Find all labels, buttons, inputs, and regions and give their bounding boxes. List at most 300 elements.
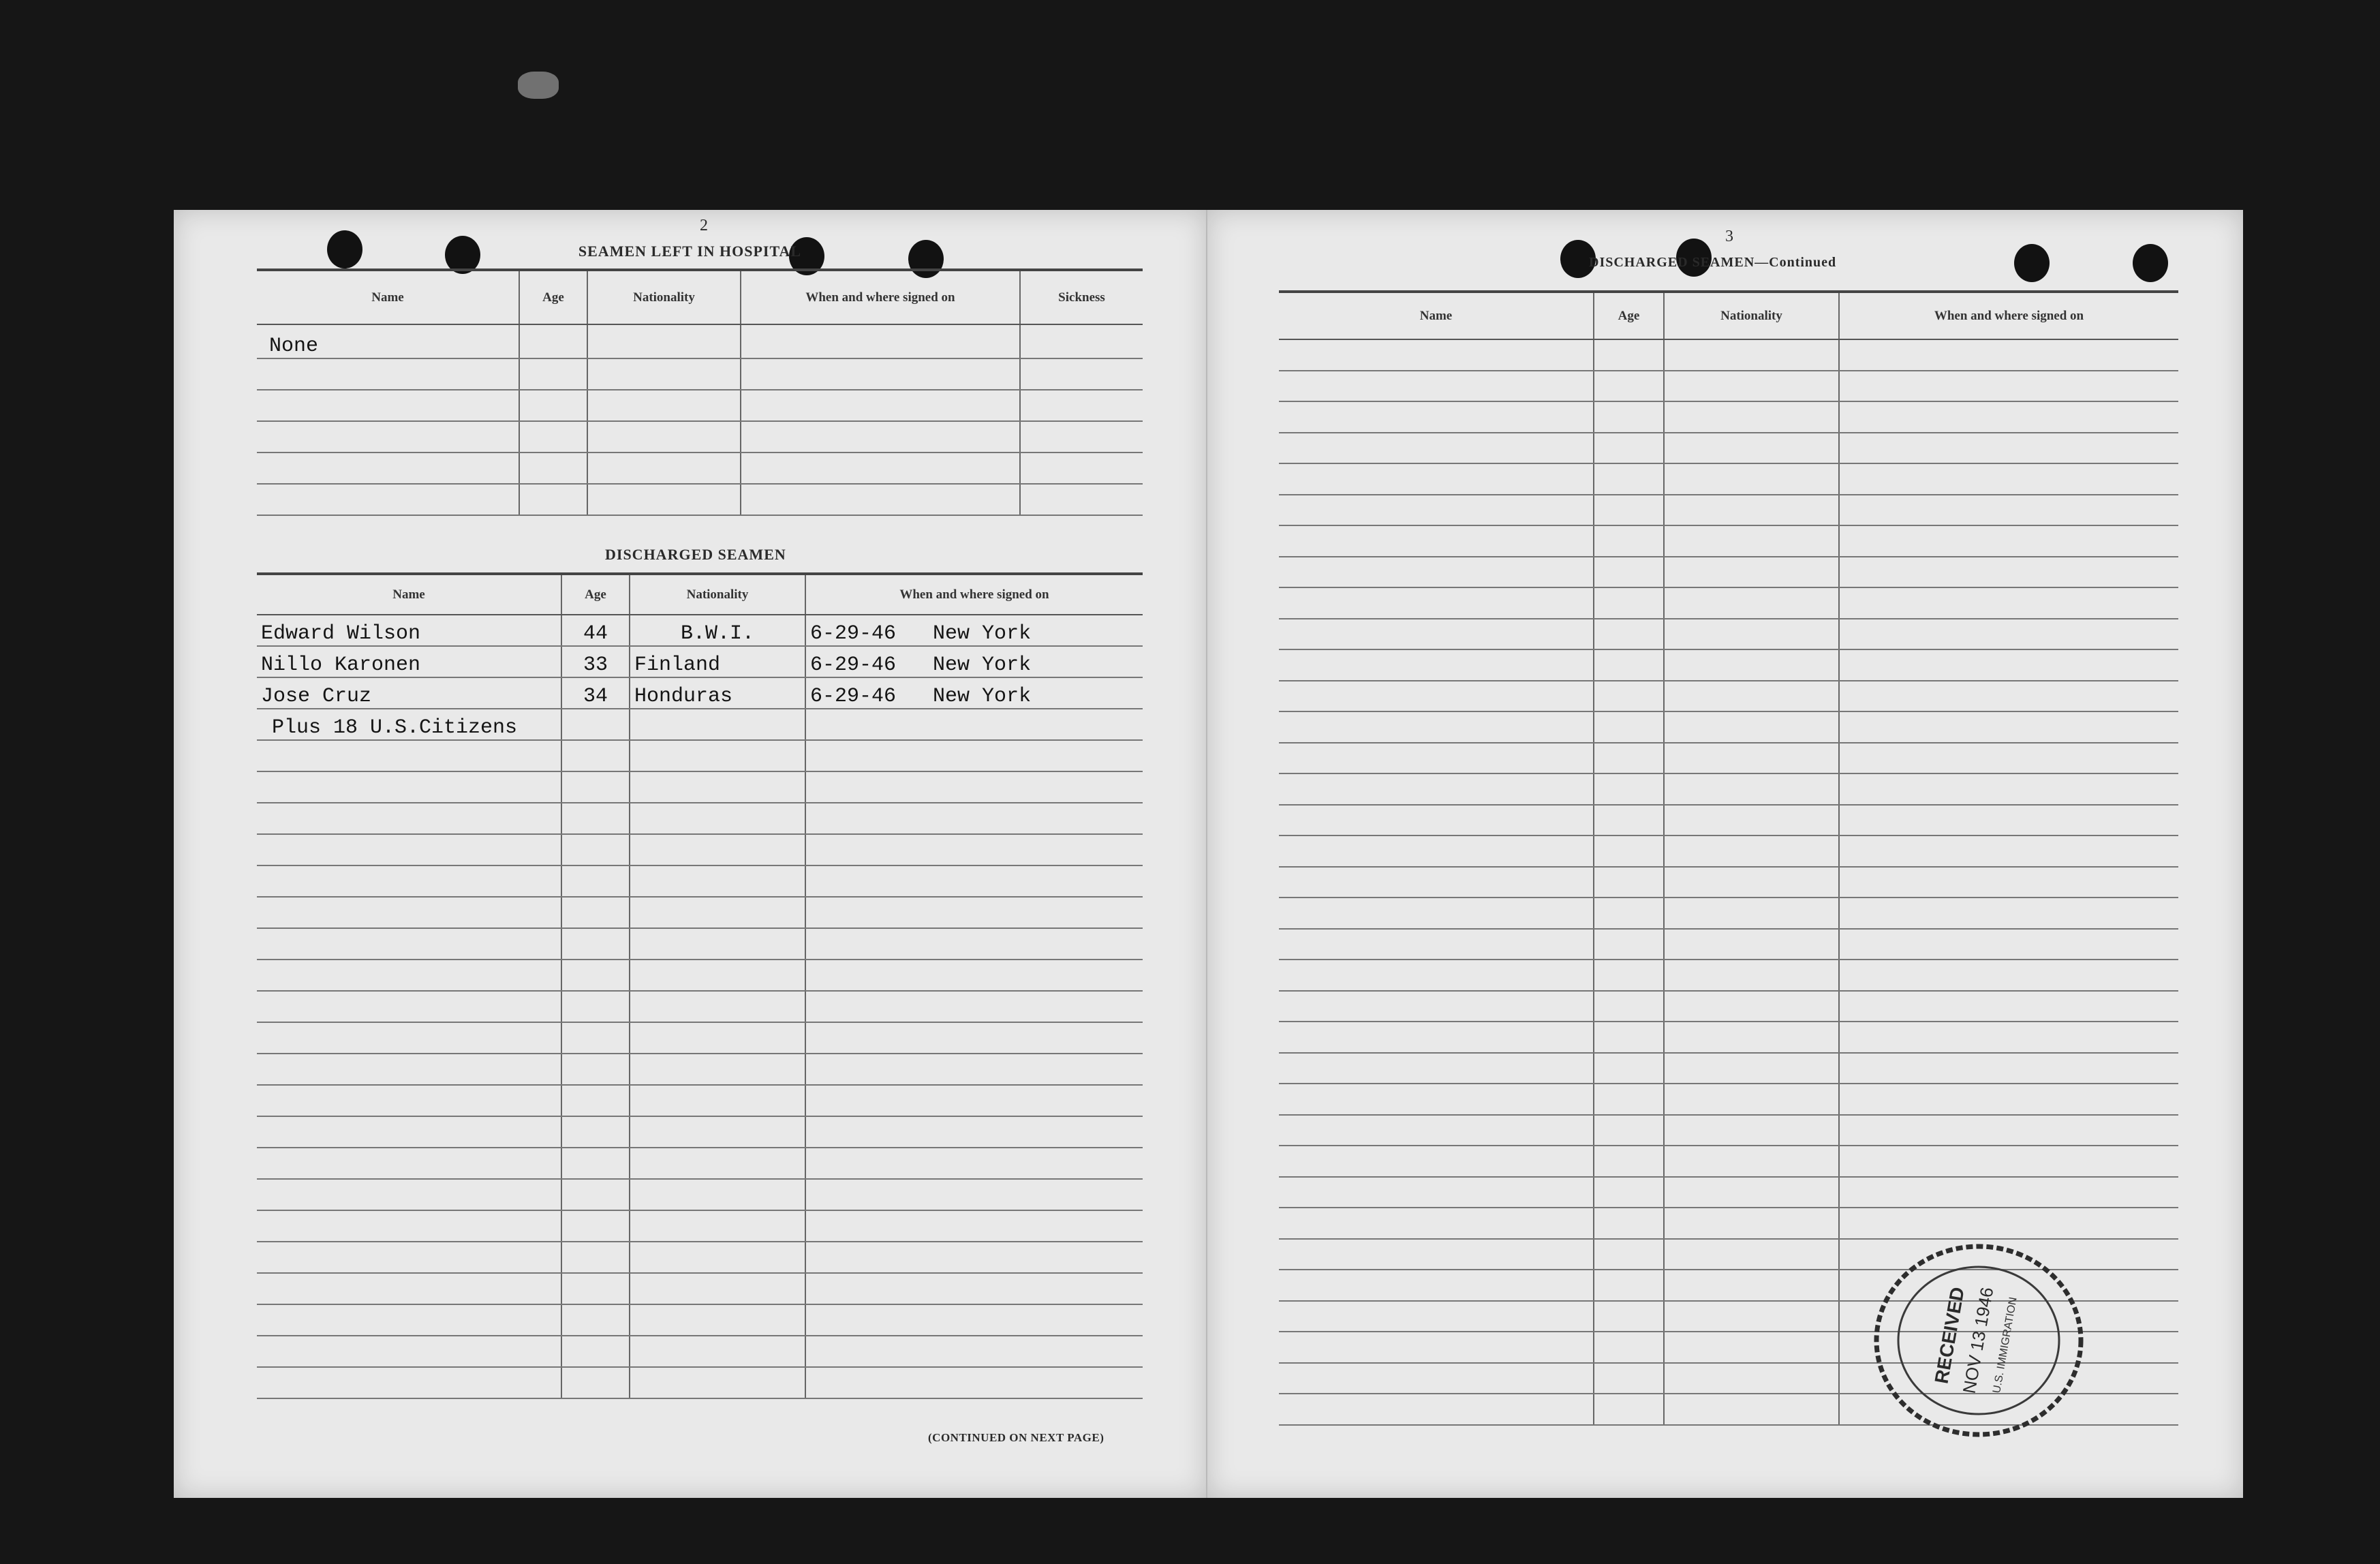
- blank-cell: [1839, 401, 2178, 433]
- blank-cell: [1594, 1363, 1664, 1394]
- blank-row: [1279, 867, 2178, 898]
- blank-row: [1279, 371, 2178, 402]
- discharged-header-row: [257, 574, 1143, 615]
- stamp-received-text: RECEIVED: [1930, 1285, 1968, 1385]
- blank-cell: [519, 453, 587, 484]
- blank-cell: [1594, 1239, 1664, 1270]
- blank-cell: [805, 1367, 1143, 1398]
- blank-cell: [1664, 867, 1839, 898]
- column-header: Age: [1594, 292, 1664, 339]
- blank-cell: [1279, 1332, 1594, 1363]
- blank-cell: [1664, 929, 1839, 960]
- blank-cell: [1594, 835, 1664, 867]
- blank-cell: [257, 771, 561, 803]
- continued-note: (CONTINUED ON NEXT PAGE): [928, 1431, 1104, 1444]
- blank-cell: [1839, 991, 2178, 1022]
- blank-cell: [1839, 1208, 2178, 1239]
- blank-row: [1279, 587, 2178, 619]
- blank-row: [1279, 1146, 2178, 1177]
- blank-cell: [1594, 1115, 1664, 1146]
- blank-cell: [1279, 1363, 1594, 1394]
- blank-cell: [587, 484, 741, 515]
- blank-cell: [1594, 991, 1664, 1022]
- blank-cell: [1279, 587, 1594, 619]
- stamp-center-text: U.S. IMMIGRATION: [1991, 1296, 2020, 1394]
- blank-cell: [1664, 1084, 1839, 1115]
- nationality-cell: [630, 709, 805, 740]
- name-cell: Nillo Karonen: [257, 646, 561, 677]
- blank-cell: [561, 834, 630, 865]
- blank-cell: [1594, 898, 1664, 929]
- blank-cell: [561, 991, 630, 1022]
- blank-cell: [630, 1304, 805, 1336]
- blank-cell: [1279, 773, 1594, 805]
- table-row: [257, 646, 1143, 677]
- blank-cell: [1594, 1270, 1664, 1301]
- blank-cell: [1594, 339, 1664, 371]
- blank-cell: [561, 1273, 630, 1304]
- blank-cell: [257, 1304, 561, 1336]
- blank-cell: [1594, 805, 1664, 836]
- blank-cell: [1839, 433, 2178, 464]
- blank-cell: [741, 358, 1020, 390]
- signed-on-date: 6-29-46: [810, 685, 897, 708]
- blank-cell: [1020, 453, 1143, 484]
- blank-cell: [1839, 557, 2178, 588]
- blank-cell: [1839, 711, 2178, 743]
- blank-cell: [1594, 619, 1664, 650]
- blank-cell: [1279, 929, 1594, 960]
- age-cell: 34: [561, 677, 630, 709]
- blank-cell: [1664, 960, 1839, 991]
- blank-cell: [1664, 401, 1839, 433]
- blank-cell: [1594, 773, 1664, 805]
- blank-cell: [1664, 1239, 1839, 1270]
- blank-cell: [1839, 1146, 2178, 1177]
- blank-cell: [561, 960, 630, 991]
- blank-cell: [805, 1210, 1143, 1242]
- blank-cell: [519, 358, 587, 390]
- blank-cell: [1839, 339, 2178, 371]
- blank-cell: [587, 453, 741, 484]
- blank-cell: [630, 991, 805, 1022]
- column-header: Name: [257, 270, 519, 324]
- blank-cell: [561, 1336, 630, 1367]
- blank-cell: [257, 1148, 561, 1179]
- blank-cell: [630, 928, 805, 960]
- blank-row: [257, 1116, 1143, 1148]
- blank-row: [257, 1054, 1143, 1085]
- blank-row: [1279, 1084, 2178, 1115]
- blank-cell: [741, 421, 1020, 453]
- blank-cell: [1839, 371, 2178, 402]
- blank-cell: [1664, 587, 1839, 619]
- name-cell: Edward Wilson: [257, 615, 561, 646]
- blank-cell: [1594, 1146, 1664, 1177]
- blank-cell: [1020, 484, 1143, 515]
- blank-row: [257, 1148, 1143, 1179]
- blank-cell: [561, 1022, 630, 1054]
- blank-cell: [805, 1148, 1143, 1179]
- column-header: When and where signed on: [1839, 292, 2178, 339]
- scan-speck: [518, 72, 559, 99]
- blank-cell: [1279, 525, 1594, 557]
- blank-row: [257, 865, 1143, 897]
- blank-row: [257, 358, 1143, 390]
- blank-cell: [561, 1242, 630, 1273]
- blank-cell: [257, 1242, 561, 1273]
- blank-cell: [257, 453, 519, 484]
- blank-cell: [1839, 463, 2178, 495]
- blank-row: [1279, 835, 2178, 867]
- blank-cell: [1594, 1332, 1664, 1363]
- sickness-cell: [1020, 324, 1143, 358]
- column-header: When and where signed on: [805, 574, 1143, 615]
- blank-row: [1279, 805, 2178, 836]
- blank-row: [1279, 557, 2178, 588]
- blank-cell: [561, 897, 630, 928]
- blank-cell: [1279, 1053, 1594, 1084]
- blank-cell: [1839, 867, 2178, 898]
- blank-cell: [1279, 1301, 1594, 1332]
- blank-cell: [630, 960, 805, 991]
- blank-cell: [257, 991, 561, 1022]
- blank-cell: [257, 421, 519, 453]
- column-header: Name: [1279, 292, 1594, 339]
- blank-cell: [1664, 619, 1839, 650]
- blank-cell: [1664, 525, 1839, 557]
- blank-cell: [805, 834, 1143, 865]
- blank-cell: [1664, 1394, 1839, 1425]
- blank-row: [257, 453, 1143, 484]
- blank-row: [257, 1336, 1143, 1367]
- blank-row: [1279, 525, 2178, 557]
- blank-cell: [1279, 743, 1594, 774]
- blank-cell: [519, 421, 587, 453]
- column-header: Name: [257, 574, 561, 615]
- page-number: 2: [700, 217, 709, 234]
- blank-cell: [1594, 960, 1664, 991]
- signed-on-cell: [741, 324, 1020, 358]
- blank-cell: [1839, 805, 2178, 836]
- blank-cell: [257, 1179, 561, 1210]
- blank-cell: [1594, 1084, 1664, 1115]
- blank-cell: [561, 740, 630, 771]
- blank-cell: [1664, 1022, 1839, 1053]
- blank-cell: [805, 897, 1143, 928]
- blank-row: [257, 1085, 1143, 1116]
- blank-cell: [630, 1242, 805, 1273]
- blank-row: [1279, 495, 2178, 526]
- blank-cell: [257, 1054, 561, 1085]
- nationality-cell: B.W.I.: [630, 615, 805, 646]
- blank-cell: [630, 1210, 805, 1242]
- blank-cell: [1839, 743, 2178, 774]
- punch-hole: [2133, 244, 2168, 282]
- blank-cell: [630, 803, 805, 834]
- nationality-cell: Finland: [630, 646, 805, 677]
- blank-row: [257, 1179, 1143, 1210]
- blank-row: [257, 834, 1143, 865]
- column-header: Nationality: [1664, 292, 1839, 339]
- blank-cell: [257, 960, 561, 991]
- blank-cell: [1279, 619, 1594, 650]
- age-cell: 44: [561, 615, 630, 646]
- blank-cell: [1594, 1022, 1664, 1053]
- blank-row: [257, 991, 1143, 1022]
- signed-on-cell: [805, 615, 1143, 646]
- blank-cell: [1664, 649, 1839, 681]
- continued-section-title: DISCHARGED SEAMEN—Continued: [1589, 255, 1837, 270]
- blank-cell: [1664, 1332, 1839, 1363]
- blank-cell: [587, 358, 741, 390]
- blank-cell: [1594, 711, 1664, 743]
- signed-on-date: 6-29-46: [810, 654, 897, 677]
- blank-cell: [561, 1085, 630, 1116]
- blank-row: [257, 484, 1143, 515]
- blank-cell: [1279, 649, 1594, 681]
- blank-cell: [1664, 991, 1839, 1022]
- blank-cell: [1279, 371, 1594, 402]
- blank-cell: [1594, 1053, 1664, 1084]
- blank-cell: [1594, 1177, 1664, 1208]
- blank-cell: [1279, 1022, 1594, 1053]
- blank-cell: [630, 1085, 805, 1116]
- blank-cell: [630, 1148, 805, 1179]
- blank-cell: [1664, 339, 1839, 371]
- blank-cell: [1594, 1301, 1664, 1332]
- blank-cell: [1279, 898, 1594, 929]
- blank-cell: [630, 1336, 805, 1367]
- blank-cell: [257, 1022, 561, 1054]
- blank-cell: [1594, 557, 1664, 588]
- blank-row: [1279, 960, 2178, 991]
- blank-cell: [1279, 681, 1594, 712]
- blank-cell: [1664, 773, 1839, 805]
- discharged-section-title: DISCHARGED SEAMEN: [605, 546, 786, 563]
- blank-cell: [1839, 619, 2178, 650]
- signed-on-cell: [805, 677, 1143, 709]
- blank-cell: [1279, 711, 1594, 743]
- blank-cell: [1839, 1022, 2178, 1053]
- blank-row: [1279, 711, 2178, 743]
- blank-cell: [1279, 1084, 1594, 1115]
- nationality-cell: Honduras: [630, 677, 805, 709]
- signed-on-place: New York: [933, 622, 1032, 645]
- blank-cell: [561, 928, 630, 960]
- blank-cell: [630, 897, 805, 928]
- blank-cell: [1839, 929, 2178, 960]
- blank-row: [257, 1367, 1143, 1398]
- blank-cell: [257, 1273, 561, 1304]
- blank-cell: [1664, 371, 1839, 402]
- blank-cell: [1594, 433, 1664, 464]
- blank-cell: [741, 390, 1020, 421]
- blank-cell: [1020, 358, 1143, 390]
- blank-cell: [1594, 929, 1664, 960]
- blank-cell: [257, 740, 561, 771]
- blank-cell: [1279, 463, 1594, 495]
- hospital-section-title: SEAMEN LEFT IN HOSPITAL: [578, 243, 802, 260]
- blank-cell: [257, 1085, 561, 1116]
- blank-cell: [805, 1242, 1143, 1273]
- blank-cell: [630, 771, 805, 803]
- blank-row: [257, 390, 1143, 421]
- blank-cell: [1839, 681, 2178, 712]
- left-page: [174, 210, 1206, 1498]
- blank-cell: [1594, 463, 1664, 495]
- right-page: [1206, 210, 2243, 1498]
- blank-cell: [561, 1210, 630, 1242]
- blank-cell: [1664, 711, 1839, 743]
- blank-cell: [1664, 835, 1839, 867]
- blank-row: [1279, 649, 2178, 681]
- blank-cell: [630, 1367, 805, 1398]
- nationality-cell: [587, 324, 741, 358]
- blank-row: [257, 771, 1143, 803]
- blank-row: [1279, 991, 2178, 1022]
- blank-cell: [1279, 433, 1594, 464]
- blank-cell: [1664, 1301, 1839, 1332]
- blank-cell: [257, 1210, 561, 1242]
- blank-row: [1279, 929, 2178, 960]
- blank-row: [257, 740, 1143, 771]
- hospital-header-row: [257, 270, 1143, 324]
- blank-cell: [1279, 1270, 1594, 1301]
- blank-cell: [1279, 835, 1594, 867]
- blank-cell: [561, 803, 630, 834]
- blank-cell: [1839, 1177, 2178, 1208]
- blank-cell: [1594, 743, 1664, 774]
- blank-cell: [561, 1367, 630, 1398]
- blank-cell: [630, 1273, 805, 1304]
- name-cell: None: [257, 324, 519, 358]
- blank-cell: [1839, 1053, 2178, 1084]
- blank-cell: [561, 865, 630, 897]
- blank-cell: [630, 1022, 805, 1054]
- blank-cell: [1664, 1146, 1839, 1177]
- blank-cell: [1594, 1394, 1664, 1425]
- blank-cell: [1594, 587, 1664, 619]
- blank-row: [1279, 773, 2178, 805]
- blank-cell: [805, 1022, 1143, 1054]
- blank-row: [1279, 1115, 2178, 1146]
- blank-cell: [805, 1054, 1143, 1085]
- age-cell: [561, 709, 630, 740]
- blank-cell: [257, 390, 519, 421]
- blank-row: [257, 1022, 1143, 1054]
- signed-on-cell: [805, 709, 1143, 740]
- blank-cell: [805, 991, 1143, 1022]
- blank-cell: [257, 803, 561, 834]
- blank-cell: [1594, 401, 1664, 433]
- blank-cell: [1279, 1208, 1594, 1239]
- blank-cell: [630, 1054, 805, 1085]
- hospital-table: [257, 269, 1143, 516]
- table-row: [257, 677, 1143, 709]
- blank-cell: [587, 421, 741, 453]
- blank-cell: [805, 1179, 1143, 1210]
- blank-cell: [257, 928, 561, 960]
- punch-hole: [2014, 244, 2050, 282]
- column-header: Age: [561, 574, 630, 615]
- blank-row: [257, 803, 1143, 834]
- blank-cell: [1279, 960, 1594, 991]
- blank-cell: [1839, 773, 2178, 805]
- blank-cell: [1839, 587, 2178, 619]
- blank-cell: [1839, 649, 2178, 681]
- blank-cell: [257, 865, 561, 897]
- blank-cell: [257, 484, 519, 515]
- blank-cell: [561, 1304, 630, 1336]
- stamp-date-text: NOV 13 1946: [1958, 1285, 1998, 1396]
- blank-cell: [587, 390, 741, 421]
- blank-cell: [630, 740, 805, 771]
- blank-cell: [1594, 495, 1664, 526]
- blank-cell: [257, 1367, 561, 1398]
- blank-row: [1279, 1053, 2178, 1084]
- table-row: [257, 324, 1143, 358]
- blank-cell: [1664, 681, 1839, 712]
- blank-row: [1279, 401, 2178, 433]
- blank-cell: [561, 1179, 630, 1210]
- blank-cell: [1664, 805, 1839, 836]
- blank-cell: [1839, 960, 2178, 991]
- blank-cell: [630, 865, 805, 897]
- blank-cell: [1839, 525, 2178, 557]
- blank-cell: [1279, 495, 1594, 526]
- blank-cell: [1664, 433, 1839, 464]
- blank-cell: [257, 897, 561, 928]
- blank-cell: [257, 1116, 561, 1148]
- column-header: Age: [519, 270, 587, 324]
- blank-row: [257, 421, 1143, 453]
- blank-row: [257, 960, 1143, 991]
- blank-cell: [1279, 991, 1594, 1022]
- blank-row: [1279, 619, 2178, 650]
- blank-cell: [1664, 1053, 1839, 1084]
- blank-cell: [1279, 1115, 1594, 1146]
- blank-cell: [805, 803, 1143, 834]
- signed-on-date: 6-29-46: [810, 622, 897, 645]
- blank-cell: [805, 960, 1143, 991]
- blank-cell: [805, 928, 1143, 960]
- blank-cell: [1664, 1208, 1839, 1239]
- blank-cell: [257, 1336, 561, 1367]
- blank-row: [1279, 1177, 2178, 1208]
- blank-row: [257, 897, 1143, 928]
- blank-cell: [805, 740, 1143, 771]
- blank-cell: [1839, 1084, 2178, 1115]
- column-header: Nationality: [587, 270, 741, 324]
- blank-cell: [1664, 898, 1839, 929]
- blank-cell: [805, 1085, 1143, 1116]
- blank-cell: [630, 1116, 805, 1148]
- blank-row: [1279, 339, 2178, 371]
- blank-row: [1279, 1022, 2178, 1053]
- blank-row: [1279, 743, 2178, 774]
- blank-cell: [741, 484, 1020, 515]
- received-stamp: [1865, 1237, 2093, 1445]
- signed-on-place: New York: [933, 685, 1032, 708]
- blank-row: [1279, 1208, 2178, 1239]
- blank-cell: [519, 390, 587, 421]
- blank-cell: [519, 484, 587, 515]
- blank-cell: [561, 1116, 630, 1148]
- blank-cell: [1279, 1146, 1594, 1177]
- table-row: [257, 615, 1143, 646]
- blank-cell: [1594, 1208, 1664, 1239]
